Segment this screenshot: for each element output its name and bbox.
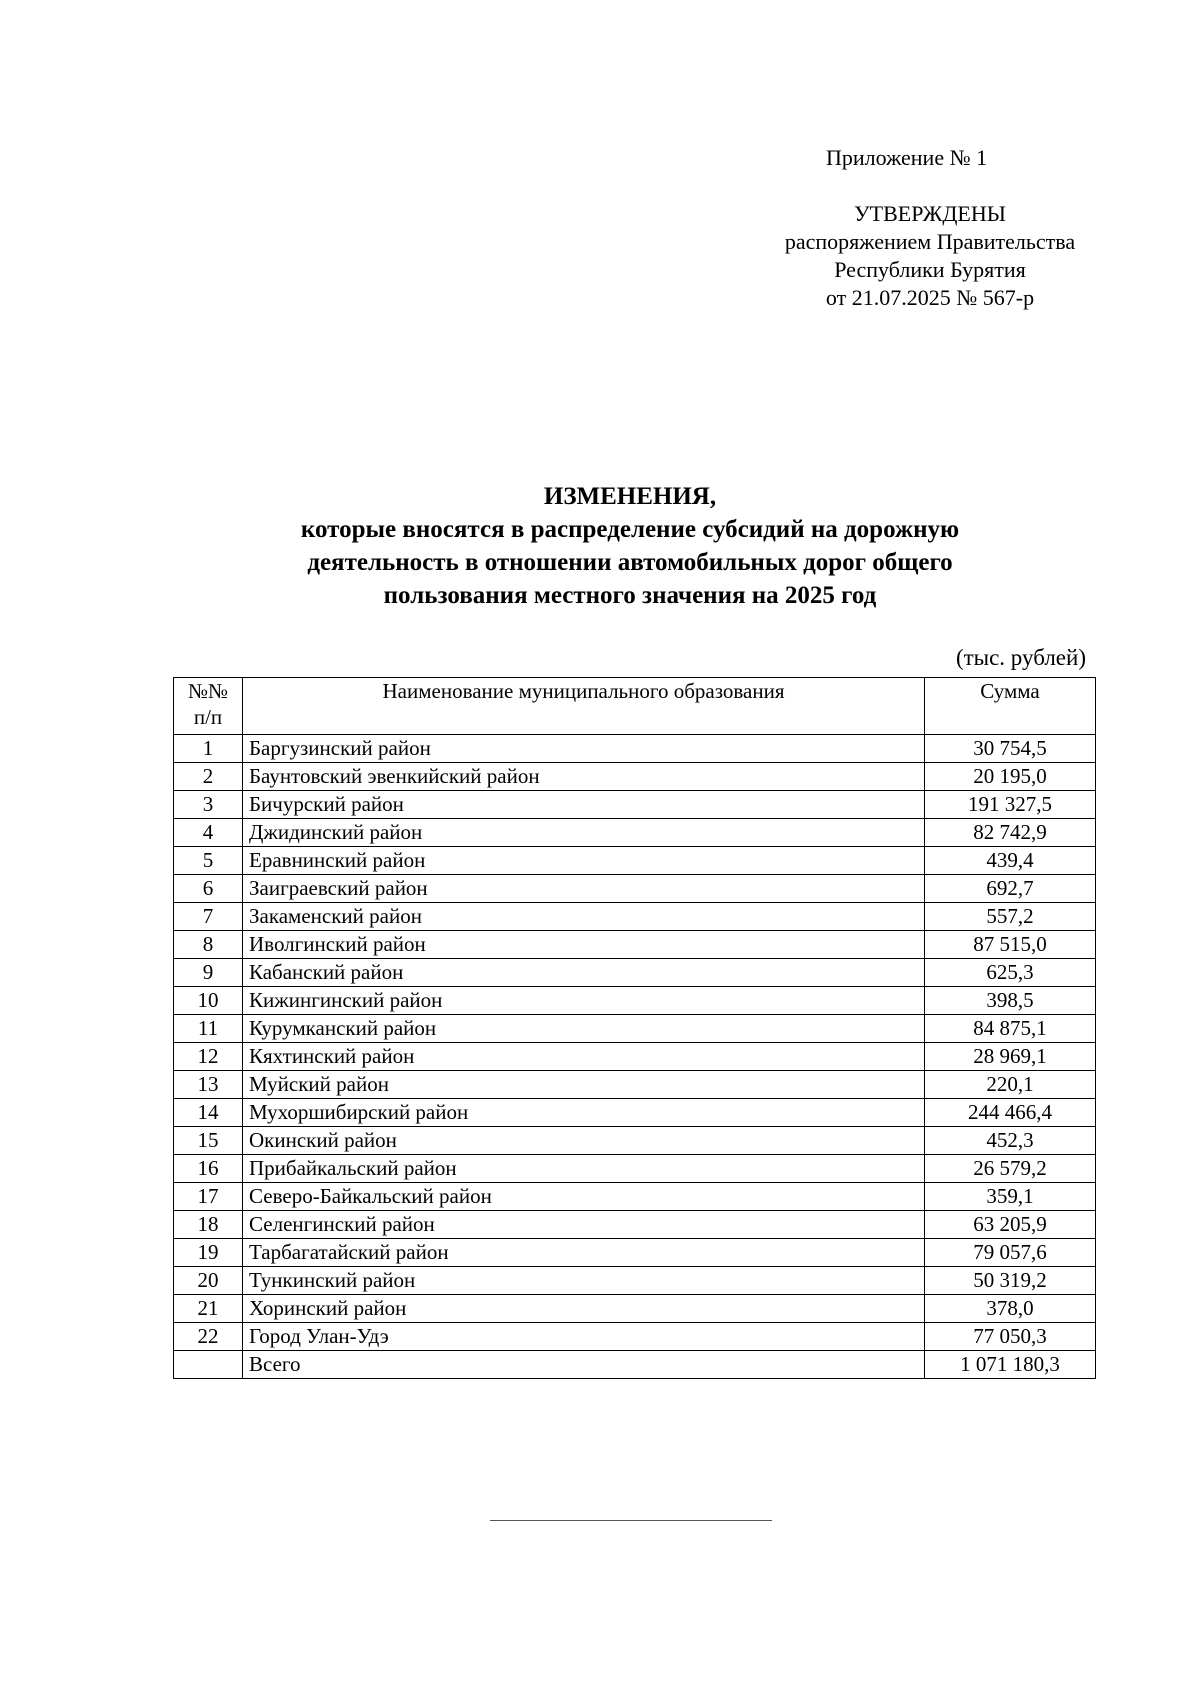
table-row bbox=[174, 875, 1096, 903]
approval-line-2: распоряжением Правительства bbox=[784, 229, 1076, 254]
table-total-row bbox=[174, 1351, 1096, 1379]
table-row bbox=[174, 1155, 1096, 1183]
units-label: (тыс. рублей) bbox=[955, 645, 1086, 670]
row-num: 5 bbox=[174, 847, 243, 875]
header-num-line-1: №№ bbox=[187, 679, 229, 703]
row-name: Бичурский район bbox=[243, 791, 925, 819]
table-row bbox=[174, 987, 1096, 1015]
row-name: Прибайкальский район bbox=[243, 1155, 925, 1183]
table-row bbox=[174, 1099, 1096, 1127]
row-name: Баунтовский эвенкийский район bbox=[243, 763, 925, 791]
row-sum: 20 195,0 bbox=[925, 763, 1096, 791]
row-sum: 1 071 180,3 bbox=[925, 1351, 1096, 1379]
table-row bbox=[174, 1267, 1096, 1295]
title-line-1: ИЗМЕНЕНИЯ, bbox=[543, 483, 717, 510]
table-row bbox=[174, 1043, 1096, 1071]
table-row bbox=[174, 931, 1096, 959]
row-name: Кяхтинский район bbox=[243, 1043, 925, 1071]
row-name: Муйский район bbox=[243, 1071, 925, 1099]
table-row bbox=[174, 1239, 1096, 1267]
row-sum: 77 050,3 bbox=[925, 1323, 1096, 1351]
row-sum: 84 875,1 bbox=[925, 1015, 1096, 1043]
row-name: Тарбагатайский район bbox=[243, 1239, 925, 1267]
row-sum: 191 327,5 bbox=[925, 791, 1096, 819]
row-num: 20 bbox=[174, 1267, 243, 1295]
row-sum: 26 579,2 bbox=[925, 1155, 1096, 1183]
title-line-4: пользования местного значения на 2025 год bbox=[383, 582, 877, 609]
table-row bbox=[174, 847, 1096, 875]
row-num: 17 bbox=[174, 1183, 243, 1211]
row-sum: 50 319,2 bbox=[925, 1267, 1096, 1295]
row-name: Хоринский район bbox=[243, 1295, 925, 1323]
table-row bbox=[174, 763, 1096, 791]
table-row bbox=[174, 1127, 1096, 1155]
row-sum: 557,2 bbox=[925, 903, 1096, 931]
row-name: Северо-Байкальский район bbox=[243, 1183, 925, 1211]
appendix-label: Приложение № 1 bbox=[826, 145, 988, 170]
row-num: 10 bbox=[174, 987, 243, 1015]
row-name: Еравнинский район bbox=[243, 847, 925, 875]
row-name: Окинский район bbox=[243, 1127, 925, 1155]
row-sum: 359,1 bbox=[925, 1183, 1096, 1211]
row-num: 2 bbox=[174, 763, 243, 791]
row-num: 16 bbox=[174, 1155, 243, 1183]
approval-line-1: УТВЕРЖДЕНЫ bbox=[854, 201, 1006, 226]
row-sum: 87 515,0 bbox=[925, 931, 1096, 959]
row-name: Кабанский район bbox=[243, 959, 925, 987]
row-sum: 378,0 bbox=[925, 1295, 1096, 1323]
table-row bbox=[174, 791, 1096, 819]
header-name: Наименование муниципального образования bbox=[243, 678, 925, 735]
row-sum: 625,3 bbox=[925, 959, 1096, 987]
table-body bbox=[174, 735, 1096, 1379]
row-sum: 63 205,9 bbox=[925, 1211, 1096, 1239]
row-sum: 30 754,5 bbox=[925, 735, 1096, 763]
row-sum: 220,1 bbox=[925, 1071, 1096, 1099]
header-num bbox=[174, 678, 243, 735]
row-name: Мухоршибирский район bbox=[243, 1099, 925, 1127]
table-row bbox=[174, 819, 1096, 847]
row-sum: 692,7 bbox=[925, 875, 1096, 903]
row-num: 9 bbox=[174, 959, 243, 987]
row-num: 19 bbox=[174, 1239, 243, 1267]
row-sum: 398,5 bbox=[925, 987, 1096, 1015]
distribution-table bbox=[173, 677, 1096, 1379]
table-row bbox=[174, 735, 1096, 763]
row-name: Курумканский район bbox=[243, 1015, 925, 1043]
row-sum: 244 466,4 bbox=[925, 1099, 1096, 1127]
row-name: Иволгинский район bbox=[243, 931, 925, 959]
table-row bbox=[174, 1211, 1096, 1239]
table-row bbox=[174, 903, 1096, 931]
approval-line-3: Республики Бурятия bbox=[834, 257, 1026, 282]
row-name: Тункинский район bbox=[243, 1267, 925, 1295]
row-num: 7 bbox=[174, 903, 243, 931]
table-row bbox=[174, 1015, 1096, 1043]
title-line-2: которые вносятся в распределение субсидий на дорожную bbox=[300, 516, 960, 543]
table-row bbox=[174, 1183, 1096, 1211]
title-line-3: деятельность в отношении автомобильных дорог общего bbox=[307, 549, 953, 576]
table-row bbox=[174, 959, 1096, 987]
row-num: 11 bbox=[174, 1015, 243, 1043]
table-row bbox=[174, 1295, 1096, 1323]
row-sum: 452,3 bbox=[925, 1127, 1096, 1155]
row-num: 18 bbox=[174, 1211, 243, 1239]
approval-line-4: от 21.07.2025 № 567-р bbox=[825, 285, 1035, 310]
header-num-line-2: п/п bbox=[193, 705, 223, 729]
row-name: Закаменский район bbox=[243, 903, 925, 931]
row-name: Джидинский район bbox=[243, 819, 925, 847]
row-name: Кижингинский район bbox=[243, 987, 925, 1015]
document-title bbox=[170, 480, 1090, 612]
row-sum: 79 057,6 bbox=[925, 1239, 1096, 1267]
row-num: 22 bbox=[174, 1323, 243, 1351]
row-num: 1 bbox=[174, 735, 243, 763]
row-sum: 28 969,1 bbox=[925, 1043, 1096, 1071]
row-name: Город Улан-Удэ bbox=[243, 1323, 925, 1351]
row-name: Селенгинский район bbox=[243, 1211, 925, 1239]
row-sum: 82 742,9 bbox=[925, 819, 1096, 847]
row-num: 6 bbox=[174, 875, 243, 903]
table-header-row bbox=[174, 678, 1096, 735]
table-row bbox=[174, 1323, 1096, 1351]
row-num: 21 bbox=[174, 1295, 243, 1323]
row-name: Баргузинский район bbox=[243, 735, 925, 763]
row-num: 8 bbox=[174, 931, 243, 959]
row-num bbox=[174, 1351, 243, 1379]
row-num: 3 bbox=[174, 791, 243, 819]
row-num: 14 bbox=[174, 1099, 243, 1127]
header-sum: Сумма bbox=[925, 678, 1096, 735]
table-row bbox=[174, 1071, 1096, 1099]
closing-rule bbox=[490, 1520, 772, 1521]
row-num: 15 bbox=[174, 1127, 243, 1155]
row-name: Всего bbox=[243, 1351, 925, 1379]
approval-block bbox=[700, 200, 1160, 312]
row-sum: 439,4 bbox=[925, 847, 1096, 875]
row-num: 12 bbox=[174, 1043, 243, 1071]
row-num: 13 bbox=[174, 1071, 243, 1099]
row-num: 4 bbox=[174, 819, 243, 847]
row-name: Заиграевский район bbox=[243, 875, 925, 903]
